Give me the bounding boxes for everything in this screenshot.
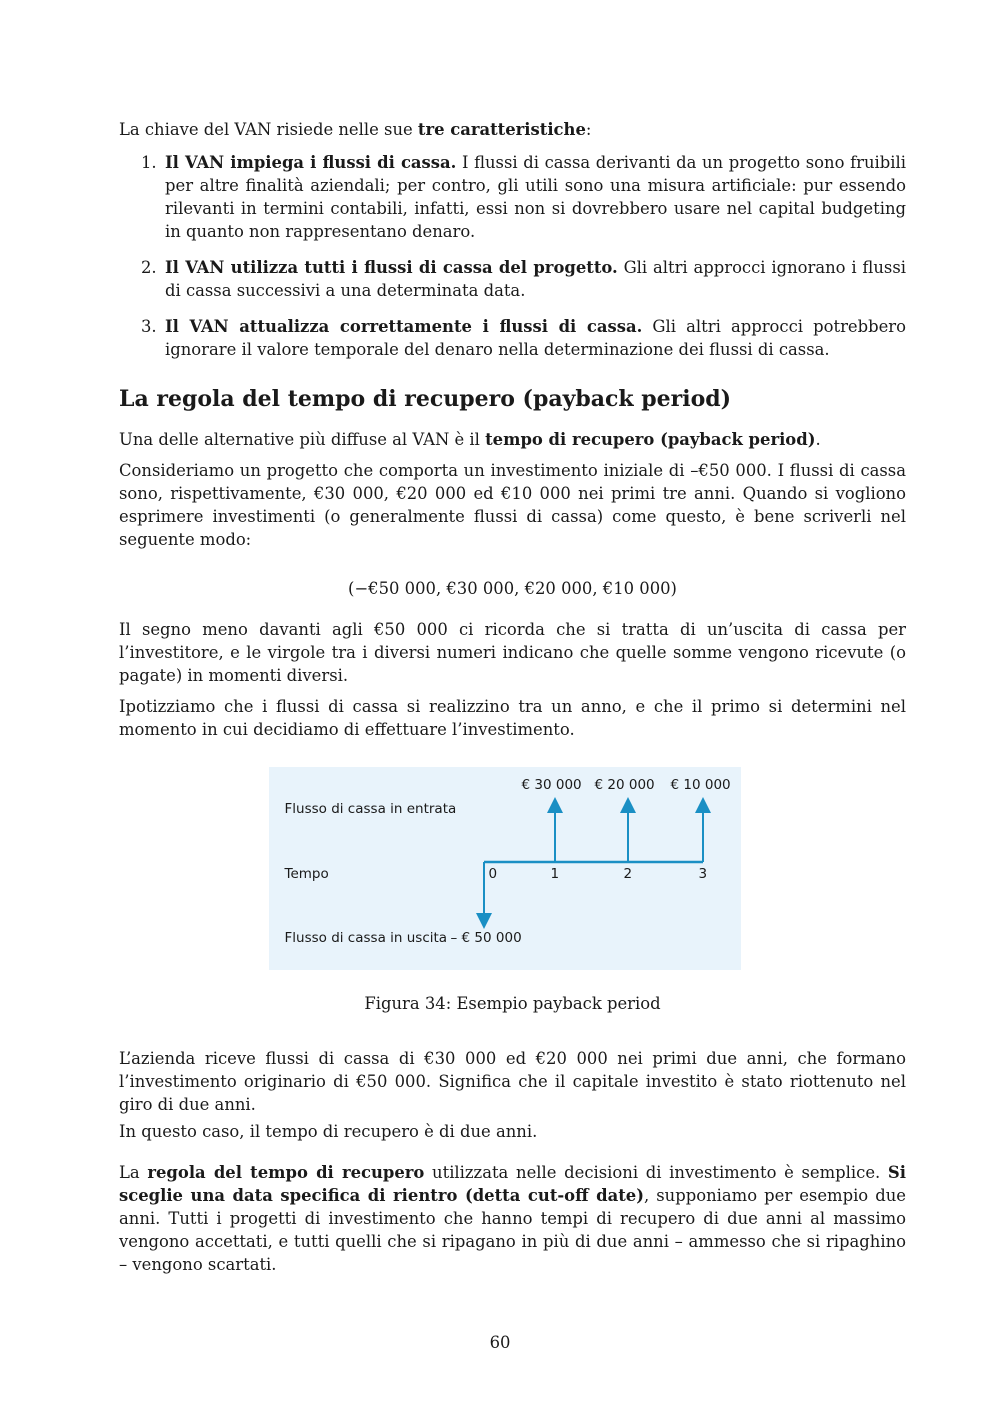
list-item-title: Il VAN impiega i flussi di cassa. [165,153,457,172]
list-item [119,256,906,302]
recovery-paragraph: L’azienda riceve flussi di cassa di €30 000 ed €20 000 nei primi due anni, che formano l’investimento originario di €50 000. Significa che il capitale investito è stato riottenuto nel giro di due anni. [119,1049,906,1114]
outflow-row-label: Flusso di cassa in uscita [284,930,448,946]
inflow-value-3: € 10 000 [670,777,731,793]
cashflow-formula: (−€50 000, €30 000, €20 000, €10 000) [348,579,677,598]
inflow-value-1: € 30 000 [521,777,582,793]
rule-text-a: La [119,1163,148,1182]
characteristics-list [119,151,906,361]
time-tick-2: 2 [623,866,633,882]
payback-result-paragraph: In questo caso, il tempo di recupero è di due anni. [119,1122,538,1141]
example-paragraph: Consideriamo un progetto che comporta un investimento iniziale di –€50 000. I flussi di cassa sono, rispettivamente, €30 000, €20 000 ed €10 000 nei primi tre anni. Quando si vogliono esprimere investimenti (o generalmente flussi di cassa) come questo, è bene scriverli nel seguente modo: [119,461,906,549]
intro-paragraph [119,118,906,141]
time-tick-1: 1 [550,866,560,882]
list-item [119,315,906,361]
list-item-text: I flussi di cassa derivanti da un progetto sono fruibili per altre finalità aziendali; per contro, gli utili sono una misura artificiale: pur essendo rilevanti in termini contabili, infatti, essi non si dovrebbero usare nel capital budgeting in quanto non rappresentano denaro. [165,153,906,241]
time-tick-0: 0 [488,866,498,882]
rule-text-d: , supponiamo per esempio due anni. Tutti i progetti di investimento che hanno tempi di recupero di due anni al massimo vengono accettati, e tutti quelli che si ripagano in più di due anni – ammesso che si ripaghino – vengono scartati. [119,1186,906,1274]
time-row-label: Tempo [284,866,329,882]
payback-figure [269,767,741,970]
intro-colon: : [585,120,592,139]
list-number: 1. [141,153,157,172]
payback-intro-text: Una delle alternative più diffuse al VAN è il [119,430,486,449]
list-number: 3. [141,317,157,336]
page-body [119,118,906,1284]
list-item-text: Gli altri approcci ignorano i flussi di cassa successivi a una determinata data. [165,258,906,300]
intro-text: La chiave del VAN risiede nelle sue [119,120,418,139]
rule-text-c: utilizzata nelle decisioni di investimento è semplice. [424,1163,888,1182]
rule-paragraph [119,1161,906,1276]
sign-explanation-paragraph: Il segno meno davanti agli €50 000 ci ricorda che si tratta di un’uscita di cassa per l’investitore, e le virgole tra i diversi numeri indicano che quelle somme vengono ricevute (o pagate) in momenti diversi. [119,620,906,685]
list-item [119,151,906,243]
section-title: La regola del tempo di recupero (payback period) [119,386,732,412]
list-item-title: Il VAN attualizza correttamente i flussi di cassa. [165,317,643,336]
inflow-value-2: € 20 000 [594,777,655,793]
rule-bold-2: Si sceglie una data specifica di rientro (detta cut-off date) [119,1163,906,1205]
list-item-title: Il VAN utilizza tutti i flussi di cassa del progetto. [165,258,618,277]
inflow-row-label: Flusso di cassa in entrata [284,801,457,817]
page-number: 60 [489,1333,511,1352]
figure-caption: Figura 34: Esempio payback period [364,994,661,1013]
payback-intro-bold: tempo di recupero (payback period) [485,430,816,449]
rule-bold-1: regola del tempo di recupero [147,1163,425,1182]
payback-intro-paragraph [119,428,906,451]
payback-intro-period: . [815,430,821,449]
list-item-text: Gli altri approcci potrebbero ignorare il valore temporale del denaro nella determinazione dei flussi di cassa. [165,317,907,359]
time-tick-3: 3 [698,866,708,882]
outflow-value: – € 50 000 [450,930,522,946]
timing-paragraph: Ipotizziamo che i flussi di cassa si realizzino tra un anno, e che il primo si determini nel momento in cui decidiamo di effettuare l’investimento. [119,697,906,739]
list-number: 2. [141,258,157,277]
intro-bold: tre caratteristiche [417,120,586,139]
